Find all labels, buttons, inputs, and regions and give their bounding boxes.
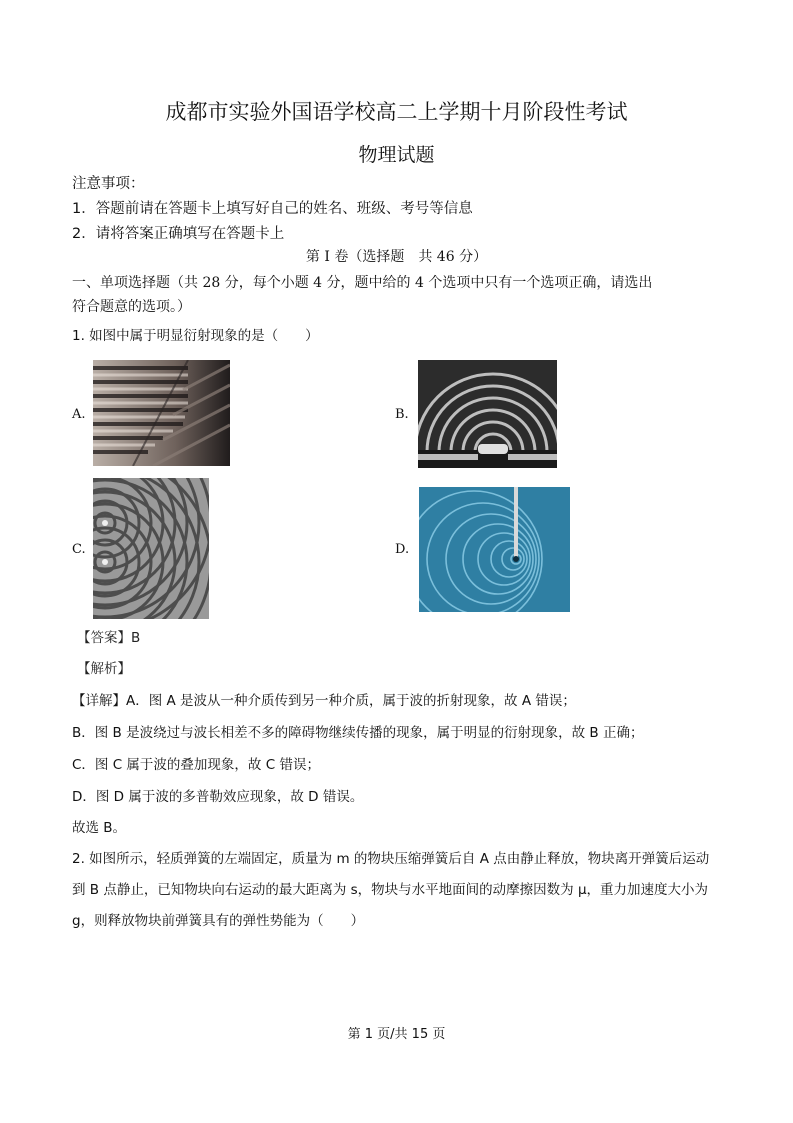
exam-title: 成都市实验外国语学校高二上学期十月阶段性考试 [165, 100, 628, 124]
q1-detail-a: 【详解】A．图 A 是波从一种介质传到另一种介质，属于波的折射现象，故 A 错误； [72, 693, 576, 709]
refraction-wave-image [93, 360, 230, 466]
q1-option-b-label: B. [395, 407, 409, 422]
section-intro-line-1: 一、单项选择题（共 28 分，每个小题 4 分，题中给的 4 个选项中只有一个选项正确，请选出 [72, 275, 653, 291]
q1-conclusion: 故选 B。 [72, 820, 127, 836]
q1-option-c-image [93, 478, 209, 619]
q1-option-d-image [419, 487, 570, 612]
notice-item-2: 2．请将答案正确填写在答题卡上 [72, 226, 285, 242]
page-number: 第 1 页/共 15 页 [347, 1027, 446, 1042]
notice-heading: 注意事项： [72, 176, 145, 192]
q1-detail-c: C．图 C 属于波的叠加现象，故 C 错误； [72, 757, 320, 773]
q1-option-b-image [418, 360, 557, 468]
q1-stem: 1. 如图中属于明显衍射现象的是（ ） [72, 328, 319, 344]
q2-line-1: 2. 如图所示，轻质弹簧的左端固定，质量为 m 的物块压缩弹簧后自 A 点由静止释放，物块离开弹簧后运动 [72, 851, 710, 867]
q1-analysis-heading: 【解析】 [77, 661, 131, 677]
exam-subtitle: 物理试题 [358, 144, 435, 166]
section-heading: 第 I 卷（选择题 共 46 分） [305, 249, 488, 265]
notice-item-1: 1．答题前请在答题卡上填写好自己的姓名、班级、考号等信息 [72, 201, 473, 217]
q1-option-c-label: C. [72, 542, 86, 557]
q1-option-a-label: A. [72, 407, 86, 422]
interference-wave-image [93, 478, 209, 619]
q2-line-2: 到 B 点静止，已知物块向右运动的最大距离为 s，物块与水平地面间的动摩擦因数为 μ，重力加速度大小为 [72, 882, 709, 898]
section-intro-line-2: 符合题意的选项。） [72, 299, 191, 315]
doppler-wave-image [419, 487, 570, 612]
diffraction-wave-image [418, 360, 557, 468]
q1-detail-d: D．图 D 属于波的多普勒效应现象，故 D 错误。 [72, 789, 364, 805]
q1-option-d-label: D. [395, 542, 410, 557]
q1-detail-b: B．图 B 是波绕过与波长相差不多的障碍物继续传播的现象，属于明显的衍射现象，故 B 正确； [72, 725, 644, 741]
q1-option-a-image [93, 360, 230, 466]
q1-answer: 【答案】B [77, 630, 141, 646]
q2-line-3: g，则释放物块前弹簧具有的弹性势能为（ ） [72, 913, 365, 929]
